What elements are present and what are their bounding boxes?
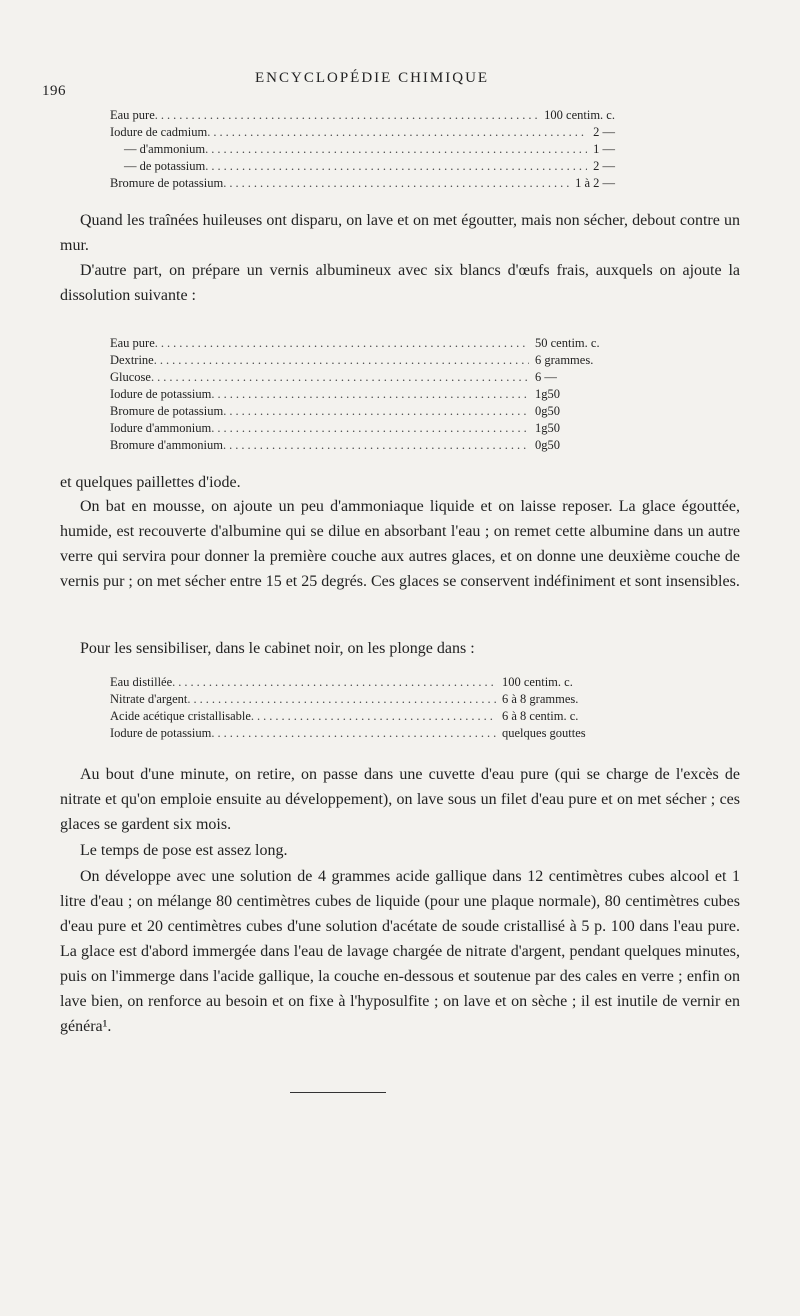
ingredient-name: — de potassium: [124, 159, 206, 173]
ingredient-quantity: 1g50: [535, 387, 560, 401]
recipe-silver-bath-table: [110, 674, 620, 742]
ingredient-quantity: 2 —: [593, 159, 615, 173]
recipe-row: [110, 335, 630, 352]
recipe-varnish-table: [110, 335, 630, 454]
running-title: ENCYCLOPÉDIE CHIMIQUE: [255, 70, 490, 86]
page-number: 196: [42, 83, 66, 99]
paragraph-developing: On développe avec une solution de 4 grammes acide gallique dans 12 centimètres cubes alcool et 1 litre d'eau ; on mélange 80 centimètres cubes de liquide (pour une plaque normale), 80 centimètres cubes d'eau pure et 20 centimètres cubes d'une solution d'acétate de soude cristallisé à 5 p. 100 dans l'eau pure. La glace est d'abord immergée dans l'eau de lavage chargée de nitrate d'argent, pendant quelques minutes, puis on l'immerge dans l'acide gallique, la couche en-dessous et soutenue par des cales en verre ; enfin on lave bien, on renforce au besoin et on fixe à l'hyposulfite ; on lave et on sèche ; il est inutile de vernir en généra¹.: [60, 868, 740, 1035]
paragraph-beating-foam: On bat en mousse, on ajoute un peu d'ammoniaque liquide et on laisse reposer. La glace égouttée, humide, est recouverte d'albumine qui se dilue en absorbant l'eau ; on remet cette albumine dans un autre verre qui servira pour donner la première couche aux autres glaces, et on donne une deuxième couche de vernis pur ; on met sécher entre 15 et 25 degrés. Ces glaces se conservent indéfiniment et sont insensibles.: [60, 498, 740, 590]
ingredient-quantity: quelques gouttes: [502, 726, 586, 740]
recipe-row: [110, 124, 615, 141]
recipe-row: [110, 107, 615, 124]
recipe-row: [110, 420, 630, 437]
recipe-row: [110, 141, 615, 158]
ingredient-name: Iodure de potassium: [110, 387, 212, 401]
leader-dots: [155, 107, 538, 124]
recipe-row: [110, 369, 630, 386]
ingredient-name: Glucose: [110, 370, 151, 384]
paragraph-sensitizing: Pour les sensibiliser, dans le cabinet noir, on les plonge dans :: [80, 640, 475, 657]
recipe-cadmium-table: [110, 107, 615, 192]
ingredient-name: Bromure d'ammonium: [110, 438, 224, 452]
footnote-separator-rule: [290, 1092, 386, 1093]
ingredient-name: Bromure de potassium: [110, 404, 224, 418]
leader-dots: [223, 175, 569, 192]
leader-dots: [223, 437, 529, 454]
ingredient-name: Iodure de cadmium: [110, 125, 208, 139]
ingredient-name: Eau pure: [110, 336, 155, 350]
ingredient-quantity: 1 —: [593, 142, 615, 156]
ingredient-quantity: 0g50: [535, 438, 560, 452]
ingredient-quantity: 1g50: [535, 421, 560, 435]
recipe-row: [110, 386, 630, 403]
leader-dots: [251, 708, 496, 725]
ingredient-name: Eau distillée: [110, 675, 173, 689]
ingredient-quantity: 2 —: [593, 125, 615, 139]
recipe-row: [110, 403, 630, 420]
leader-dots: [205, 158, 587, 175]
leader-dots: [187, 691, 496, 708]
paragraph-exposure-time: Le temps de pose est assez long.: [80, 842, 288, 859]
leader-dots: [211, 725, 496, 742]
ingredient-quantity: 50 centim. c.: [535, 336, 600, 350]
ingredient-quantity: 6 à 8 grammes.: [502, 692, 579, 706]
ingredient-quantity: 100 centim. c.: [502, 675, 573, 689]
recipe-row: [110, 708, 620, 725]
leader-dots: [211, 420, 529, 437]
recipe-row: [110, 725, 620, 742]
recipe-row: [110, 158, 615, 175]
ingredient-name: Acide acétique cristallisable: [110, 709, 251, 723]
ingredient-name: Dextrine: [110, 353, 154, 367]
leader-dots: [172, 674, 496, 691]
paragraph-oily-trails: Quand les traînées huileuses ont disparu, on lave et on met égoutter, mais non sécher, debout contre un mur.: [60, 212, 740, 254]
recipe-row: [110, 175, 615, 192]
leader-dots: [154, 352, 529, 369]
ingredient-quantity: 6 —: [535, 370, 557, 384]
ingredient-name: Nitrate d'argent: [110, 692, 188, 706]
recipe-row: [110, 691, 620, 708]
ingredient-quantity: 1 à 2 —: [575, 176, 615, 190]
recipe-row: [110, 437, 630, 454]
leader-dots: [211, 386, 529, 403]
ingredient-name: — d'ammonium: [124, 142, 206, 156]
ingredient-quantity: 6 à 8 centim. c.: [502, 709, 579, 723]
leader-dots: [223, 403, 529, 420]
paragraph-albumin-varnish: D'autre part, on prépare un vernis albumineux avec six blancs d'œufs frais, auxquels on ajoute la dissolution suivante :: [60, 262, 740, 304]
paragraph-after-one-minute: Au bout d'une minute, on retire, on passe dans une cuvette d'eau pure (qui se charge de l'excès de nitrate et qu'on emploie ensuite au développement), on lave sous un filet d'eau pure et on met sécher ; ces glaces se gardent six mois.: [60, 766, 740, 833]
ingredient-quantity: 0g50: [535, 404, 560, 418]
recipe-row: [110, 674, 620, 691]
ingredient-name: Iodure de potassium: [110, 726, 212, 740]
leader-dots: [151, 369, 529, 386]
ingredient-name: Iodure d'ammonium: [110, 421, 212, 435]
leader-dots: [205, 141, 587, 158]
ingredient-name: Bromure de potassium: [110, 176, 224, 190]
ingredient-quantity: 100 centim. c.: [544, 108, 615, 122]
leader-dots: [155, 335, 529, 352]
recipe-row: [110, 352, 630, 369]
paragraph-iodine-flakes: et quelques paillettes d'iode.: [60, 474, 241, 491]
ingredient-quantity: 6 grammes.: [535, 353, 594, 367]
leader-dots: [207, 124, 587, 141]
ingredient-name: Eau pure: [110, 108, 155, 122]
